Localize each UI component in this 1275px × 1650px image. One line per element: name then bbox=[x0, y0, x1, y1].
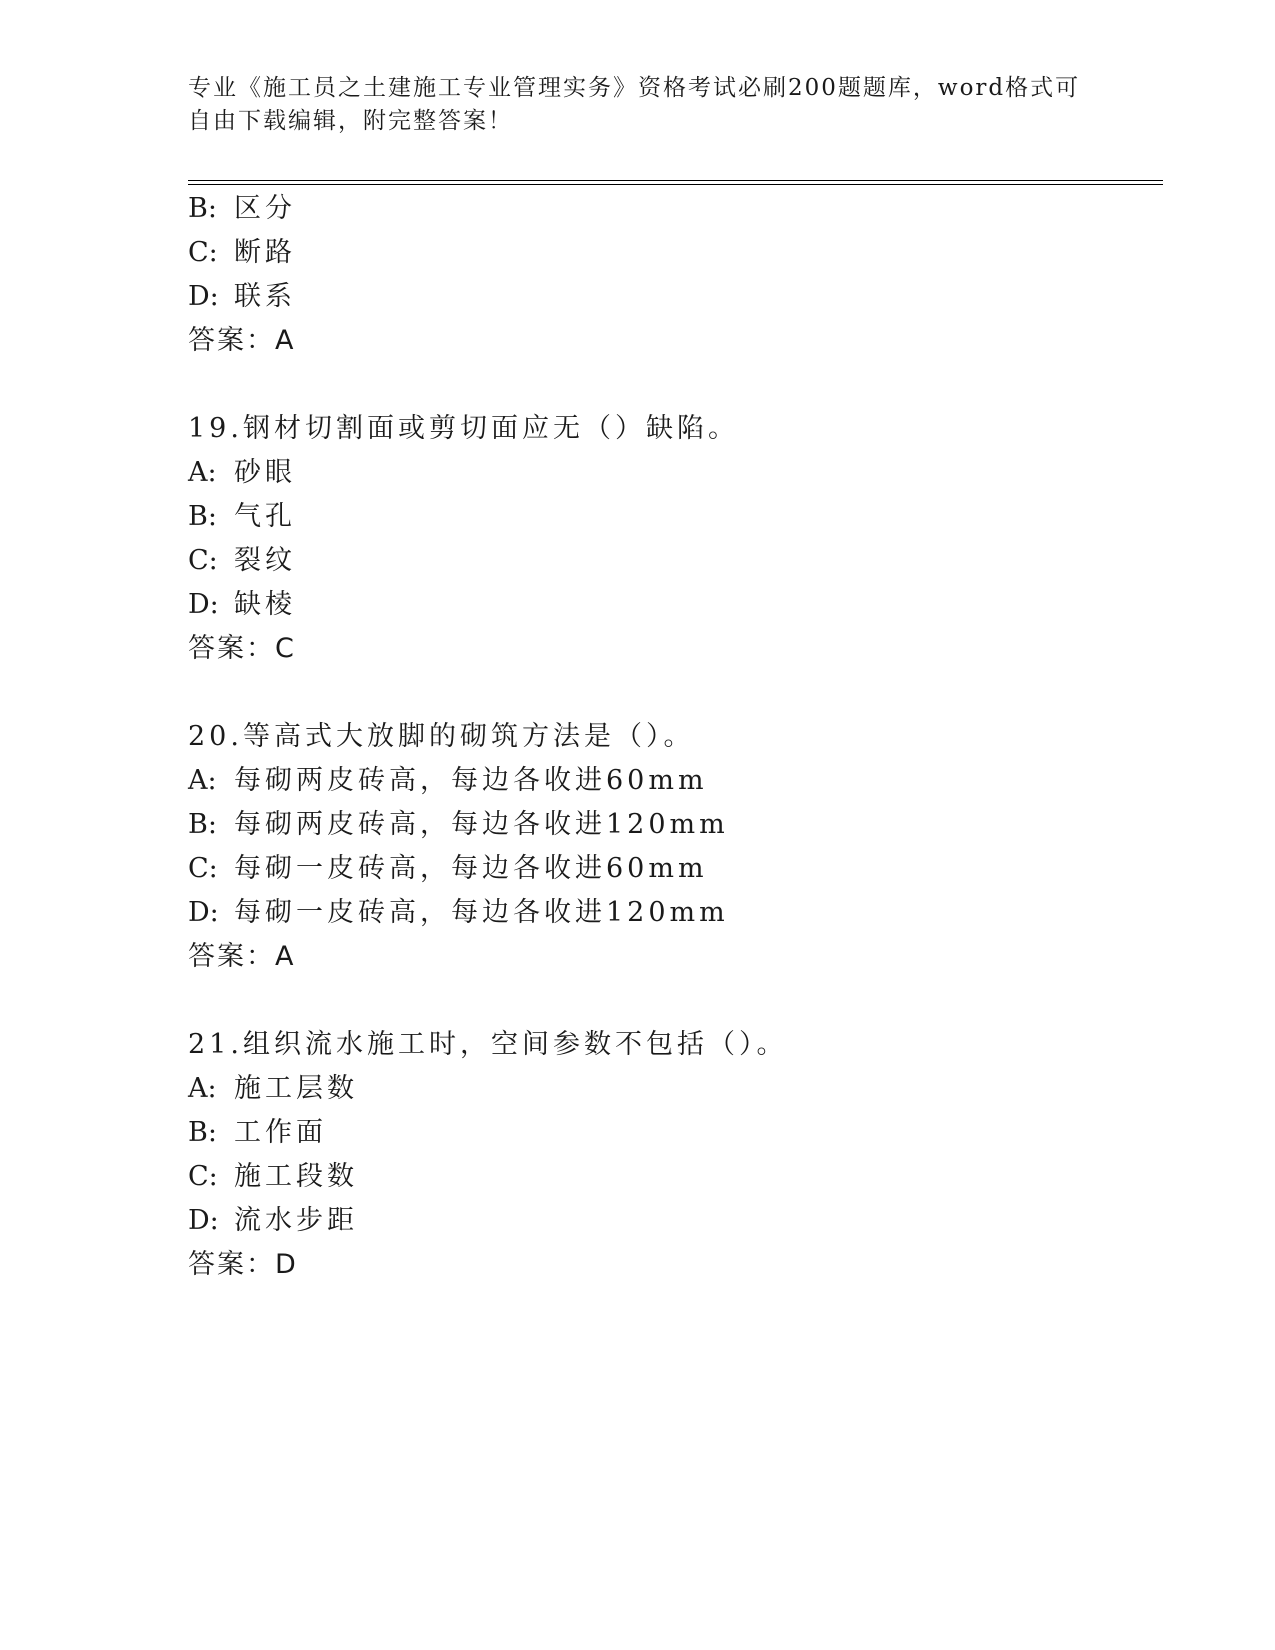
option-text: 每砌两皮砖高，每边各收进60mm bbox=[234, 765, 708, 796]
option-text: 工作面 bbox=[234, 1117, 327, 1148]
option-letter: B: bbox=[188, 1117, 217, 1148]
q19-stem: 19.钢材切割面或剪切面应无（）缺陷。 bbox=[188, 413, 739, 444]
q20-answer: 答案：A bbox=[188, 941, 296, 972]
q21-option-d bbox=[188, 1204, 358, 1238]
option-letter: C: bbox=[188, 853, 218, 884]
option-letter: D: bbox=[188, 1205, 219, 1236]
option-letter: C: bbox=[188, 545, 218, 576]
q18-option-c bbox=[188, 236, 296, 270]
option-text: 联系 bbox=[234, 281, 296, 312]
q21-stem: 21.组织流水施工时，空间参数不包括（）。 bbox=[188, 1029, 788, 1060]
option-letter: B: bbox=[188, 809, 217, 840]
option-letter: A: bbox=[188, 765, 217, 796]
q18-option-d bbox=[188, 280, 296, 314]
q19-option-b bbox=[188, 500, 296, 534]
q21-option-b bbox=[188, 1116, 327, 1150]
q20-option-c bbox=[188, 852, 708, 886]
q21-answer: 答案：D bbox=[188, 1249, 298, 1280]
option-letter: A: bbox=[188, 1073, 217, 1104]
q21-option-c bbox=[188, 1160, 358, 1194]
option-text: 气孔 bbox=[234, 501, 296, 532]
option-text: 裂纹 bbox=[234, 545, 296, 576]
q21-option-a bbox=[188, 1072, 358, 1106]
option-text: 流水步距 bbox=[234, 1205, 358, 1236]
header-line-1: 专业《施工员之土建施工专业管理实务》资格考试必刷200题题库，word格式可 bbox=[188, 75, 1081, 101]
option-text: 施工层数 bbox=[234, 1073, 358, 1104]
option-text: 缺棱 bbox=[234, 589, 296, 620]
header-rule-bottom bbox=[188, 184, 1163, 185]
option-letter: B: bbox=[188, 193, 217, 224]
q19-option-c bbox=[188, 544, 296, 578]
header-line-2: 自由下载编辑，附完整答案！ bbox=[188, 108, 513, 134]
q19-option-d bbox=[188, 588, 296, 622]
option-text: 每砌两皮砖高，每边各收进120mm bbox=[234, 809, 729, 840]
option-text: 断路 bbox=[234, 237, 296, 268]
q20-option-b bbox=[188, 808, 729, 842]
document-header bbox=[188, 72, 1088, 138]
option-letter: C: bbox=[188, 1161, 218, 1192]
option-text: 每砌一皮砖高，每边各收进120mm bbox=[234, 897, 729, 928]
option-text: 施工段数 bbox=[234, 1161, 358, 1192]
option-letter: C: bbox=[188, 237, 218, 268]
q19-option-a bbox=[188, 456, 296, 490]
q18-option-b bbox=[188, 192, 296, 226]
q20-option-d bbox=[188, 896, 729, 930]
q18-answer: 答案：A bbox=[188, 325, 296, 356]
q20-option-a bbox=[188, 764, 708, 798]
header-rule-top bbox=[188, 180, 1163, 181]
option-text: 砂眼 bbox=[234, 457, 296, 488]
q20-stem: 20.等高式大放脚的砌筑方法是（）。 bbox=[188, 721, 695, 752]
option-text: 每砌一皮砖高，每边各收进60mm bbox=[234, 853, 708, 884]
option-letter: A: bbox=[188, 457, 217, 488]
option-letter: D: bbox=[188, 897, 219, 928]
q19-answer: 答案：C bbox=[188, 633, 296, 664]
option-letter: D: bbox=[188, 589, 219, 620]
option-letter: D: bbox=[188, 281, 219, 312]
option-text: 区分 bbox=[234, 193, 296, 224]
option-letter: B: bbox=[188, 501, 217, 532]
